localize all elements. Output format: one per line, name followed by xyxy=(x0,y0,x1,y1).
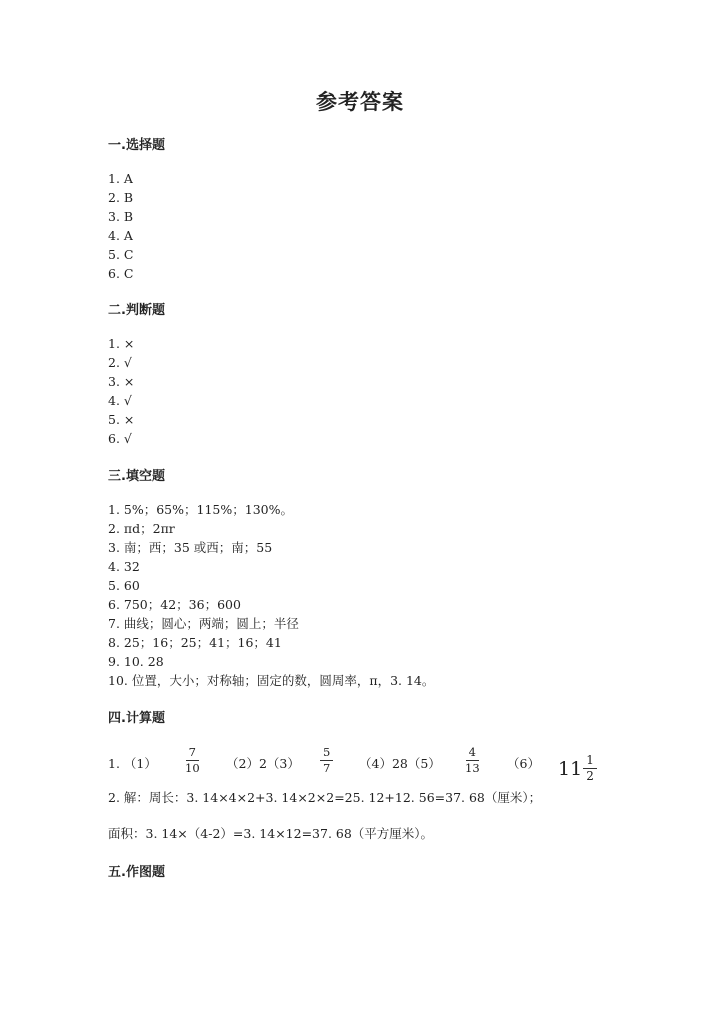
fill-answer-2: 2. πd；2πr xyxy=(108,521,175,536)
calc-part-2-label: （2）2（3） xyxy=(226,756,300,771)
judge-answer-2: 2. √ xyxy=(108,355,132,370)
fraction-denominator: 10 xyxy=(185,761,200,775)
choice-answer-6: 6. C xyxy=(108,266,134,281)
choice-answer-5: 5. C xyxy=(108,247,134,262)
calc-part-1-label: 1. （1） xyxy=(108,756,157,771)
fraction-denominator: 2 xyxy=(586,769,594,783)
judge-answer-4: 4. √ xyxy=(108,393,132,408)
fraction-7-10 xyxy=(182,746,203,775)
judge-answer-1: 1. × xyxy=(108,336,135,351)
section-heading-judge: 二.判断题 xyxy=(108,303,165,318)
fill-answer-8: 8. 25；16；25；41；16；41 xyxy=(108,635,282,650)
fraction-numerator: 7 xyxy=(186,746,199,761)
choice-answer-2: 2. B xyxy=(108,190,134,205)
mixed-whole: 11 xyxy=(558,757,583,780)
calc-part-6-label: （6） xyxy=(507,756,540,771)
fill-answer-5: 5. 60 xyxy=(108,578,140,593)
section-heading-fill: 三.填空题 xyxy=(108,469,165,484)
fill-answer-4: 4. 32 xyxy=(108,559,140,574)
page-title: 参考答案 xyxy=(316,90,404,114)
judge-answer-5: 5. × xyxy=(108,412,135,427)
calc-part-4-label: （4）28（5） xyxy=(359,756,441,771)
judge-answer-6: 6. √ xyxy=(108,431,132,446)
fraction-4-13 xyxy=(462,746,483,775)
section-heading-choice: 一.选择题 xyxy=(108,138,165,153)
fraction-numerator: 4 xyxy=(466,746,479,761)
choice-answer-3: 3. B xyxy=(108,209,134,224)
fraction-denominator: 13 xyxy=(465,761,480,775)
mixed-number-11-1-2 xyxy=(558,754,597,783)
fill-answer-10: 10. 位置，大小；对称轴；固定的数，圆周率，π，3. 14。 xyxy=(108,673,435,688)
fill-answer-3: 3. 南；西；35 或西；南；55 xyxy=(108,540,273,555)
fraction-5-7 xyxy=(320,746,333,775)
judge-answer-3: 3. × xyxy=(108,374,135,389)
fill-answer-1: 1. 5%；65%；115%；130%。 xyxy=(108,502,293,517)
calc-answer-3: 面积：3. 14×（4-2）=3. 14×12=37. 68（平方厘米）。 xyxy=(108,826,434,841)
choice-answer-1: 1. A xyxy=(108,171,133,186)
fill-answer-9: 9. 10. 28 xyxy=(108,654,164,669)
fraction-numerator: 5 xyxy=(320,746,333,761)
section-heading-draw: 五.作图题 xyxy=(108,865,165,880)
mixed-fraction xyxy=(583,754,597,783)
fraction-numerator: 1 xyxy=(583,754,597,769)
fraction-denominator: 7 xyxy=(323,761,331,775)
choice-answer-4: 4. A xyxy=(108,228,133,243)
calc-answer-2: 2. 解：周长：3. 14×4×2+3. 14×2×2=25. 12+12. 56=37. 68（厘米）； xyxy=(108,790,542,805)
fill-answer-7: 7. 曲线；圆心；两端；圆上；半径 xyxy=(108,616,299,631)
fill-answer-6: 6. 750；42；36；600 xyxy=(108,597,241,612)
section-heading-calc: 四.计算题 xyxy=(108,711,165,726)
